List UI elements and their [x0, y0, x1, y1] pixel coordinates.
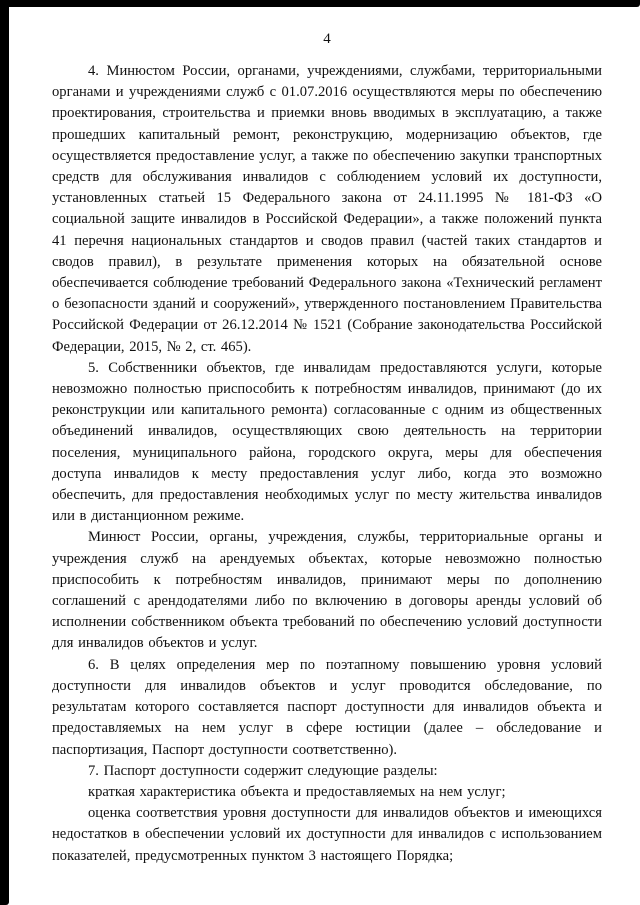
paragraph-7: 7. Паспорт доступности содержит следующие разделы:: [88, 762, 438, 779]
paragraph-5a: Минюст России, органы, учреждения, службы, территориальные органы и учреждения служб на арендуемых объектах, которые невозможно полностью приспособить к потребностям инвалидов, принимают меры по дополнению соглашений с арендодателями либо по включению в договоры аренды условий об исполнении собственником объекта требований по обеспечению условий доступности для инвалидов объектов и услуг.: [52, 529, 602, 652]
paragraph-5: 5. Собственники объектов, где инвалидам предоставляются услуги, которые невозможно полностью приспособить к потребностям инвалидов, принимают (до их реконструкции или капитального ремонта) согласованные с одним из общественных объединений инвалидов, осуществляющих свою деятельность на территории поселения, муниципального района, городского округа, меры для обеспечения доступа инвалидов к месту предоставления услуг либо, когда это возможно обеспечить, для предоставления необходимых услуг по месту жительства инвалидов или в дистанционном режиме.: [52, 359, 602, 525]
paragraph-4: 4. Минюстом России, органами, учреждениями, службами, территориальными органами и учреждениями служб с 01.07.2016 осуществляются меры по обеспечению проектирования, строительства и приемки вновь вводимых в эксплуатацию, а также прошедших капитальный ремонт, реконструкцию, модернизацию объектов, где осуществляется предоставление услуг, а также по обеспечению закупки транспортных средств для обслуживания инвалидов с соблюдением условий их доступности, установленных статьей 15 Федерального закона от 24.11.1995 № 181-ФЗ «О социальной защите инвалидов в Российской Федерации», а также положений пункта 41 перечня национальных стандартов и сводов правил (частей таких стандартов и сводов правил), в результате применения которых на обязательной основе обеспечивается соблюдение требований Федерального закона «Технический регламент о безопасности зданий и сооружений», утвержденного постановлением Правительства Российской Федерации от 26.12.2014 № 1521 (Собрание законодательства Российской Федерации, 2015, № 2, ст. 465).: [52, 63, 602, 355]
page-number: 4: [323, 31, 331, 47]
paragraph-7-item-1: краткая характеристика объекта и предоставляемых на нем услуг;: [88, 783, 506, 800]
paragraph-7-item-2: оценка соответствия уровня доступности для инвалидов объектов и имеющихся недостатков в обеспечении условий их доступности для инвалидов с использованием показателей, предусмотренных пунктом 3 настоящего Порядка;: [52, 805, 602, 864]
document-page: [9, 0, 640, 905]
paragraph-6: 6. В целях определения мер по поэтапному повышению уровня условий доступности для инвалидов объектов и услуг проводится обследование, по результатам которого составляется паспорт доступности для инвалидов объекта и предоставляемых на нем услуг в сфере юстиции (далее – обследование и паспортизация, Паспорт доступности соответственно).: [52, 656, 602, 758]
document-body: [52, 61, 602, 867]
scan-black-edge-left: [0, 0, 9, 905]
